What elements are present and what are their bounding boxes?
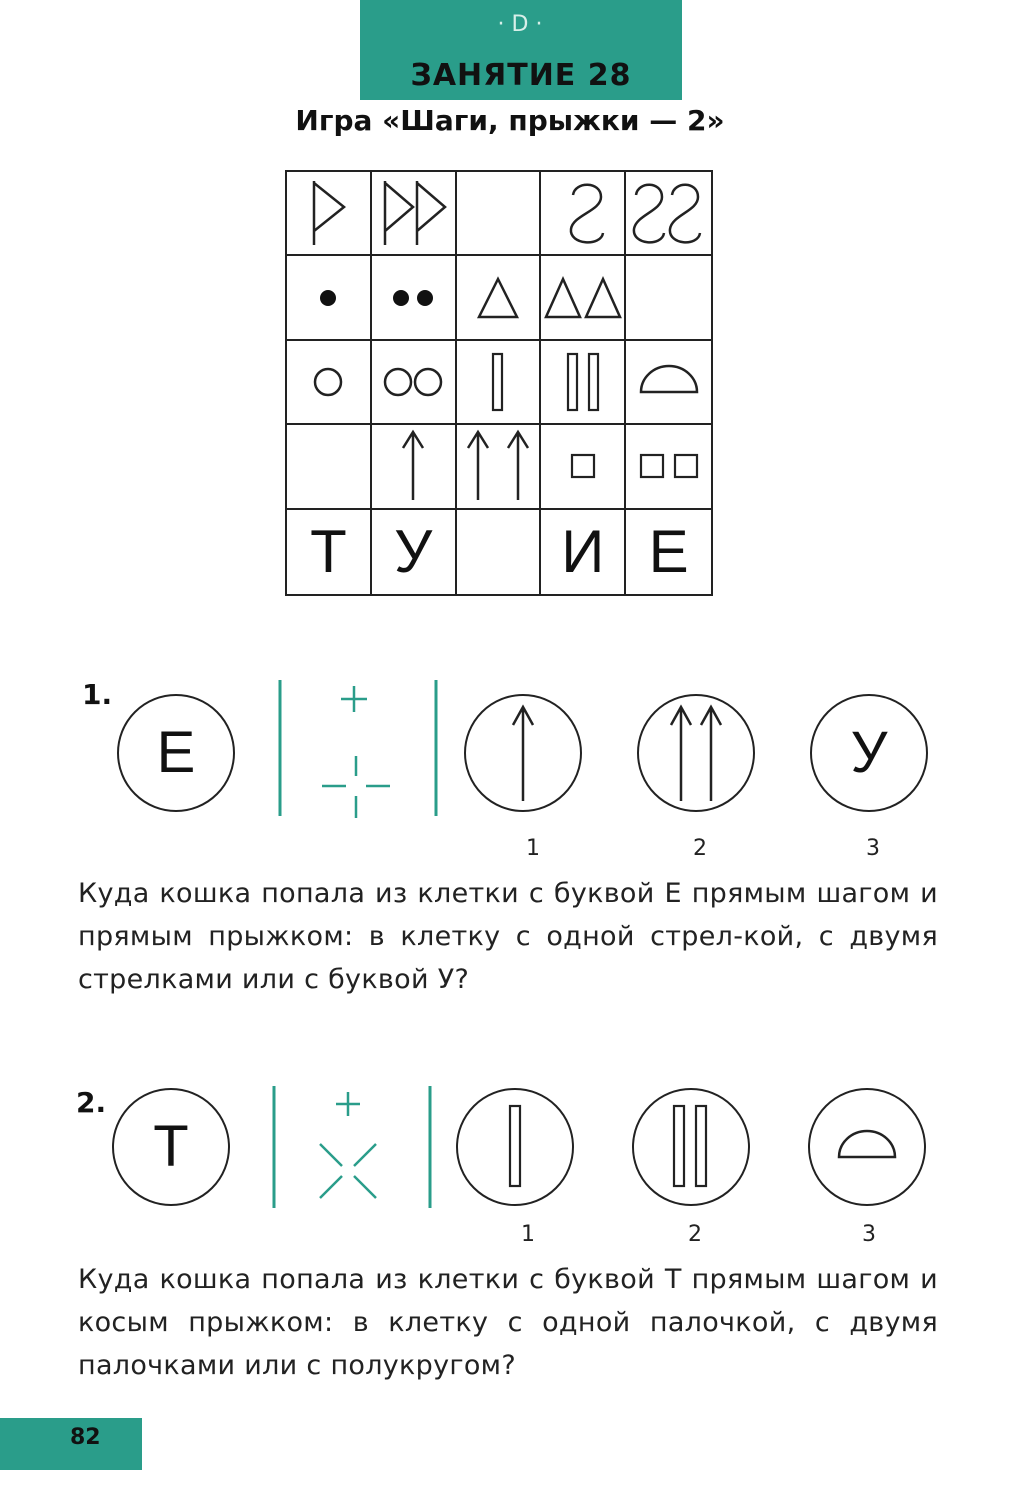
arrow-icon — [503, 701, 543, 805]
two-sticks-icon — [666, 1102, 716, 1192]
grid-cell-empty — [287, 425, 372, 509]
stick-icon — [500, 1102, 530, 1192]
two-arrows-icon — [661, 701, 731, 805]
task-2-number: 2. — [76, 1086, 107, 1119]
task-2-question: Куда кошка попала из клетки с буквой Т прямым шагом и косым прыжком: в клетку с одной палочкой, с двумя палочками или с полукругом? — [78, 1264, 938, 1381]
two-circles-icon — [378, 362, 448, 402]
task-2-option-2[interactable] — [632, 1088, 750, 1206]
triangle-icon — [473, 273, 523, 323]
grid-cell-empty — [626, 256, 711, 340]
grid-cell-dot — [287, 256, 372, 340]
task-1-option-3[interactable] — [810, 694, 928, 812]
option-label: 1 — [526, 836, 540, 861]
start-letter: Т — [153, 1114, 189, 1179]
cell-letter: Е — [648, 517, 689, 585]
grid-cell-letter-e — [626, 510, 711, 594]
task-1-question: Куда кошка попала из клетки с буквой Е прямым шагом и прямым прыжком: в клетку с одной стрел-кой, с двумя стрелками или с буквой У? — [78, 878, 938, 995]
grid-cell-half-circle — [626, 341, 711, 425]
grid-cell-two-flags — [372, 172, 457, 256]
cell-letter: Т — [310, 517, 347, 585]
option-label: 3 — [866, 836, 880, 861]
lesson-title: ЗАНЯТИЕ 28 — [410, 58, 632, 93]
grid-cell-flag — [287, 172, 372, 256]
grid-cell-two-sticks — [541, 341, 626, 425]
grid-cell-letter-t — [287, 510, 372, 594]
grid-cell-square — [541, 425, 626, 509]
grid-cell-stick — [457, 341, 542, 425]
straight-jump-icon — [322, 756, 390, 818]
grid-cell-s-shape — [541, 172, 626, 256]
plus-icon — [341, 686, 367, 712]
grid-cell-two-s-shapes — [626, 172, 711, 256]
option-label: 1 — [521, 1222, 535, 1247]
arrow-icon — [393, 428, 433, 504]
grid-cell-letter-u — [372, 510, 457, 594]
task-1-option-1[interactable] — [464, 694, 582, 812]
two-triangles-icon — [542, 273, 624, 323]
two-arrows-icon — [460, 428, 536, 504]
start-letter: Е — [156, 720, 196, 785]
two-sticks-icon — [558, 350, 608, 414]
option-label: 2 — [688, 1222, 702, 1247]
two-flags-icon — [373, 173, 453, 253]
end-letter: У — [850, 720, 888, 785]
task-2-move-legend — [264, 1082, 444, 1212]
task-2-option-1[interactable] — [456, 1088, 574, 1206]
task-1-move-legend — [270, 676, 450, 826]
grid-cell-two-triangles — [541, 256, 626, 340]
grid-cell-two-circles — [372, 341, 457, 425]
option-label: 2 — [693, 836, 707, 861]
flag-icon — [298, 173, 358, 253]
plus-icon — [336, 1092, 360, 1116]
s-shape-icon — [553, 173, 613, 253]
grid-cell-arrow — [372, 425, 457, 509]
task-2-start-circle — [112, 1088, 230, 1206]
grid-cell-triangle — [457, 256, 542, 340]
grid-cell-empty — [457, 510, 542, 594]
two-dots-icon — [383, 278, 443, 318]
square-icon — [563, 446, 603, 486]
game-title: Игра «Шаги, прыжки — 2» — [295, 104, 725, 137]
task-1-start-circle — [117, 694, 235, 812]
game-grid — [285, 170, 713, 596]
grid-cell-two-dots — [372, 256, 457, 340]
grid-cell-two-squares — [626, 425, 711, 509]
task-2-option-3[interactable] — [808, 1088, 926, 1206]
stick-icon — [483, 350, 513, 414]
diagonal-jump-icon — [320, 1144, 376, 1198]
task-1-option-2[interactable] — [637, 694, 755, 812]
circle-icon — [308, 362, 348, 402]
page-number: 82 — [70, 1425, 101, 1450]
half-circle-icon — [637, 362, 701, 402]
half-circle-icon — [835, 1117, 899, 1177]
dot-icon — [308, 278, 348, 318]
cell-letter: И — [561, 517, 605, 585]
grid-cell-letter-i — [541, 510, 626, 594]
task-1-number: 1. — [82, 678, 113, 711]
two-s-shapes-icon — [628, 173, 710, 253]
grid-cell-circle — [287, 341, 372, 425]
grid-cell-empty — [457, 172, 542, 256]
two-squares-icon — [633, 446, 705, 486]
option-label: 3 — [862, 1222, 876, 1247]
grid-cell-two-arrows — [457, 425, 542, 509]
cell-letter: У — [394, 517, 433, 585]
header-mark: · D · — [497, 12, 543, 37]
